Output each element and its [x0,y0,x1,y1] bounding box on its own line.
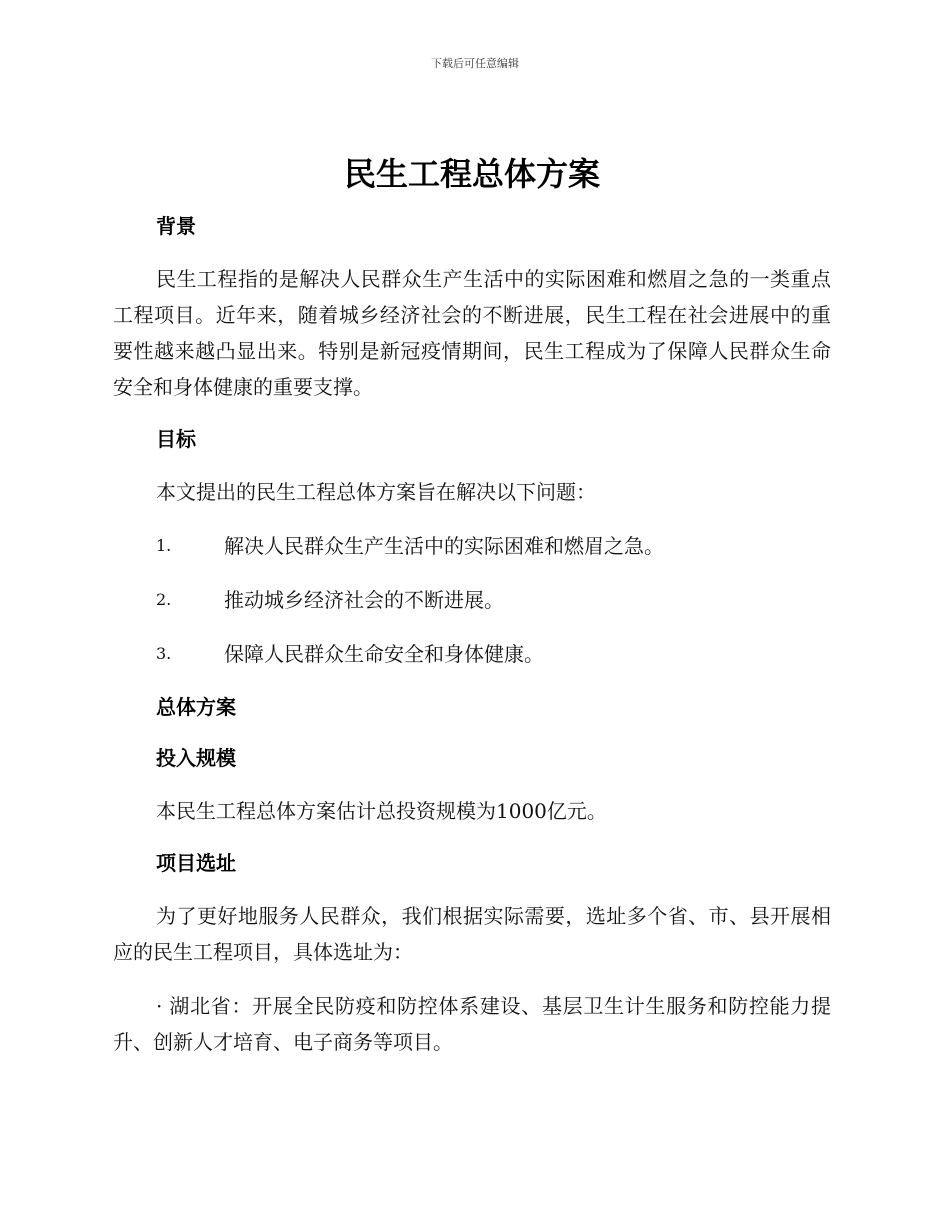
document-title: 民生工程总体方案 [343,155,600,193]
list-item [113,528,831,564]
heading-investment: 投入规模 [156,746,236,770]
paragraph-investment: 本民生工程总体方案估计总投资规模为1000亿元。 [156,799,607,823]
goal-list [113,528,831,672]
heading-background: 背景 [156,214,196,238]
paragraph-background: 民生工程指的是解决人民群众生产生活中的实际困难和燃眉之急的一类重点工程项目。近年来，随着城乡经济社会的不断进展，民生工程在社会进展中的重要性越来越凸显出来。特别是新冠疫情期间，民生工程成为了保障人民群众生命安全和身体健康的重要支撑。 [113,267,831,399]
list-marker: 3. [156,644,172,663]
list-text: 推动城乡经济社会的不断进展。 [224,588,504,612]
bullet-hubei: · 湖北省：开展全民防疫和防控体系建设、基层卫生计生服务和防控能力提升、创新人才培育、电子商务等项目。 [113,994,831,1054]
document-body [113,150,831,1060]
list-item [113,582,831,618]
heading-plan: 总体方案 [156,695,236,719]
list-item [113,636,831,672]
header-note: 下载后可任意编辑 [431,57,519,70]
list-text: 解决人民群众生产生活中的实际困难和燃眉之急。 [224,534,664,558]
paragraph-goal-intro: 本文提出的民生工程总体方案旨在解决以下问题： [156,480,596,504]
paragraph-site: 为了更好地服务人民群众，我们根据实际需要，选址多个省、市、县开展相应的民生工程项目，具体选址为： [113,904,831,964]
list-marker: 1. [156,536,172,555]
list-marker: 2. [156,590,172,609]
list-text: 保障人民群众生命安全和身体健康。 [224,642,544,666]
heading-goal: 目标 [156,427,196,451]
heading-site: 项目选址 [156,851,236,875]
